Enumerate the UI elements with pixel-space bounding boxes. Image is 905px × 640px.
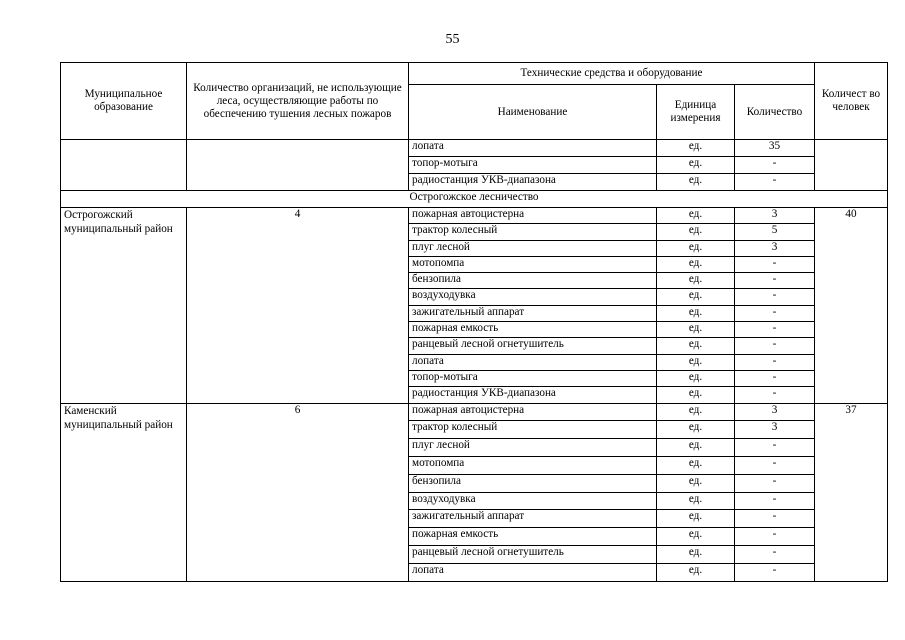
item-qty: - — [735, 545, 815, 563]
item-name: воздуходувка — [409, 492, 657, 510]
item-qty: 3 — [735, 421, 815, 439]
item-name: плуг лесной — [409, 240, 657, 256]
carryover-people — [815, 140, 888, 191]
item-unit: ед. — [657, 224, 735, 240]
item-name: топор-мотыга — [409, 370, 657, 386]
item-unit: ед. — [657, 403, 735, 421]
item-unit: ед. — [657, 140, 735, 157]
item-qty: 3 — [735, 240, 815, 256]
table-row — [61, 208, 888, 224]
municipality-name: Каменский муниципальный район — [61, 403, 187, 581]
item-qty: 3 — [735, 208, 815, 224]
item-unit: ед. — [657, 456, 735, 474]
item-unit: ед. — [657, 256, 735, 272]
item-name: плуг лесной — [409, 439, 657, 457]
item-qty: - — [735, 370, 815, 386]
carryover-org-count — [187, 140, 409, 191]
item-qty: - — [735, 563, 815, 581]
header-municipality: Муниципальное образование — [61, 63, 187, 140]
item-name: трактор колесный — [409, 421, 657, 439]
item-name: бензопила — [409, 474, 657, 492]
item-name: пожарная автоцистерна — [409, 208, 657, 224]
item-name: трактор колесный — [409, 224, 657, 240]
item-unit: ед. — [657, 510, 735, 528]
people-count: 40 — [815, 208, 888, 404]
header-qty: Количество — [735, 85, 815, 140]
item-unit: ед. — [657, 474, 735, 492]
item-name: лопата — [409, 140, 657, 157]
item-name: ранцевый лесной огнетушитель — [409, 545, 657, 563]
item-qty: 35 — [735, 140, 815, 157]
item-unit: ед. — [657, 289, 735, 305]
item-name: пожарная емкость — [409, 322, 657, 338]
item-qty: - — [735, 256, 815, 272]
table-row — [61, 140, 888, 157]
item-unit: ед. — [657, 421, 735, 439]
org-count: 6 — [187, 403, 409, 581]
item-qty: - — [735, 273, 815, 289]
table-row — [61, 403, 888, 421]
section-title: Острогожское лесничество — [61, 191, 888, 208]
item-name: лопата — [409, 563, 657, 581]
item-name: ранцевый лесной огнетушитель — [409, 338, 657, 354]
section-row — [61, 191, 888, 208]
item-name: мотопомпа — [409, 456, 657, 474]
org-count: 4 — [187, 208, 409, 404]
item-name: пожарная емкость — [409, 528, 657, 546]
item-unit: ед. — [657, 157, 735, 174]
item-unit: ед. — [657, 305, 735, 321]
item-qty: - — [735, 305, 815, 321]
item-qty: - — [735, 510, 815, 528]
item-qty: - — [735, 528, 815, 546]
header-equipment-group: Технические средства и оборудование — [409, 63, 815, 85]
item-unit: ед. — [657, 208, 735, 224]
equipment-table — [60, 62, 888, 582]
item-unit: ед. — [657, 370, 735, 386]
item-name: зажигательный аппарат — [409, 305, 657, 321]
carryover-municipality — [61, 140, 187, 191]
item-unit: ед. — [657, 240, 735, 256]
item-qty: - — [735, 474, 815, 492]
item-unit: ед. — [657, 528, 735, 546]
item-unit: ед. — [657, 563, 735, 581]
item-unit: ед. — [657, 545, 735, 563]
item-unit: ед. — [657, 174, 735, 191]
item-unit: ед. — [657, 387, 735, 403]
item-unit: ед. — [657, 322, 735, 338]
header-name: Наименование — [409, 85, 657, 140]
people-count: 37 — [815, 403, 888, 581]
table-body — [61, 140, 888, 582]
item-name: бензопила — [409, 273, 657, 289]
item-name: топор-мотыга — [409, 157, 657, 174]
item-name: радиостанция УКВ-диапазона — [409, 387, 657, 403]
item-qty: - — [735, 439, 815, 457]
item-unit: ед. — [657, 354, 735, 370]
item-qty: - — [735, 354, 815, 370]
item-qty: 5 — [735, 224, 815, 240]
item-name: зажигательный аппарат — [409, 510, 657, 528]
item-qty: - — [735, 322, 815, 338]
item-unit: ед. — [657, 492, 735, 510]
item-qty: - — [735, 174, 815, 191]
item-unit: ед. — [657, 439, 735, 457]
item-qty: - — [735, 289, 815, 305]
item-qty: - — [735, 387, 815, 403]
item-qty: 3 — [735, 403, 815, 421]
page-number: 55 — [445, 32, 460, 47]
item-name: мотопомпа — [409, 256, 657, 272]
item-qty: - — [735, 456, 815, 474]
item-unit: ед. — [657, 273, 735, 289]
item-name: воздуходувка — [409, 289, 657, 305]
header-unit: Единица измерения — [657, 85, 735, 140]
item-name: радиостанция УКВ-диапазона — [409, 174, 657, 191]
municipality-name: Острогожский муниципальный район — [61, 208, 187, 404]
item-qty: - — [735, 492, 815, 510]
item-name: лопата — [409, 354, 657, 370]
header-org-count: Количество организаций, не использующие леса, осуществляющие работы по обеспечению тушения лесных пожаров — [187, 63, 409, 140]
item-qty: - — [735, 338, 815, 354]
header-people: Количест во человек — [815, 63, 888, 140]
item-unit: ед. — [657, 338, 735, 354]
item-name: пожарная автоцистерна — [409, 403, 657, 421]
item-qty: - — [735, 157, 815, 174]
